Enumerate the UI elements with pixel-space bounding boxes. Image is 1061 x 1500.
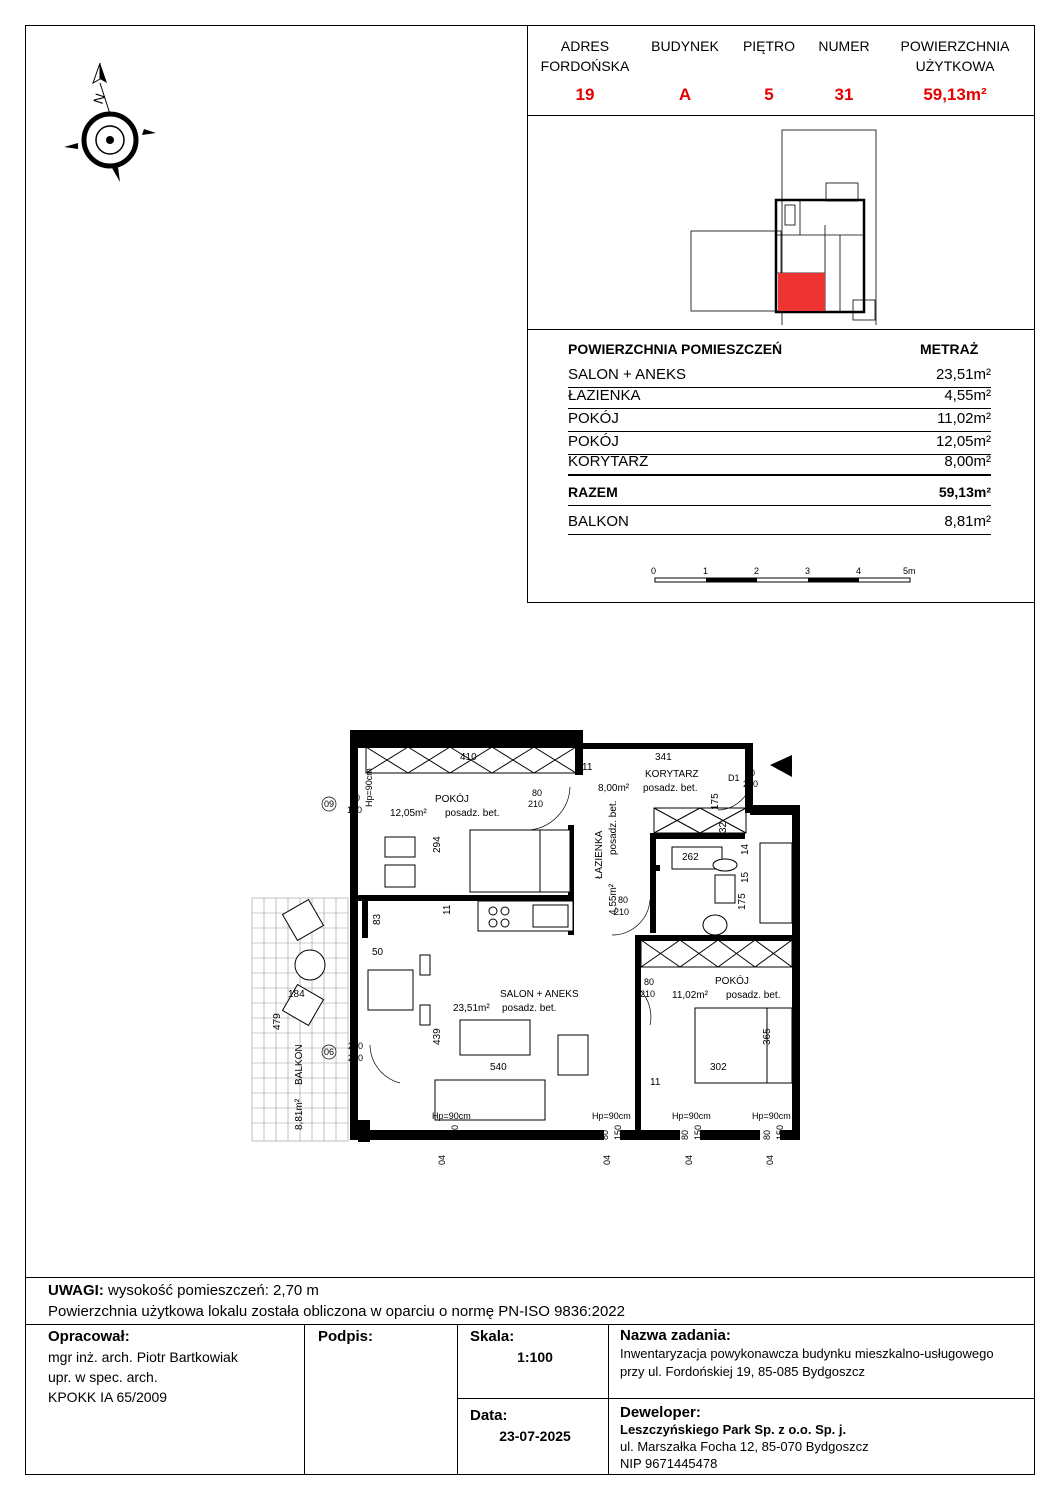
dim: 365	[762, 1028, 773, 1045]
data-value: 23-07-2025	[499, 1428, 571, 1444]
dim: 50	[372, 947, 384, 958]
floor-plan	[240, 725, 820, 1175]
header-divider	[527, 115, 1035, 116]
rooms-table-title: POWIERZCHNIA POMIESZCZEŃ	[568, 341, 783, 357]
window-hp: Hp=90cm	[364, 768, 374, 807]
scale-tick: 4	[856, 566, 862, 576]
opracowal-line: KPOKK IA 65/2009	[48, 1389, 168, 1405]
zadanie-label: Nazwa zadania:	[620, 1327, 731, 1344]
opracowal-line: upr. w spec. arch.	[48, 1369, 158, 1385]
north-arrow-compass-icon	[60, 55, 170, 195]
skala-block	[470, 1327, 600, 1367]
zadanie-block	[620, 1327, 994, 1381]
room-area-pokoj2: 11,02m²	[672, 990, 708, 1001]
room-label-lazienka: ŁAZIENKA	[594, 830, 605, 879]
door-w: 80	[618, 895, 629, 905]
label-powierzchnia: POWIERZCHNIA UŻYTKOWA	[900, 38, 1010, 74]
room-name: POKÓJ	[568, 433, 619, 450]
window-tag: 04	[684, 1154, 694, 1165]
deweloper-block	[620, 1404, 869, 1472]
room-area-pokoj1: 12,05m²	[390, 808, 427, 819]
podpis-block	[318, 1327, 373, 1347]
window-tag: 04	[765, 1154, 775, 1165]
room-name: SALON + ANEKS	[568, 366, 686, 383]
window-hp: Hp=90cm	[672, 1111, 711, 1121]
room-name: KORYTARZ	[568, 453, 649, 470]
notes-norm: Powierzchnia użytkowa lokalu została obliczona w oparciu o normę PN-ISO 9836:2022	[48, 1303, 625, 1320]
podpis-label: Podpis:	[318, 1328, 373, 1345]
dim: 11	[442, 904, 453, 915]
room-row	[568, 410, 991, 432]
room-label-salon: SALON + ANEKS	[500, 989, 579, 1000]
room-area: 4,55m²	[944, 387, 991, 404]
label-budynek: BUDYNEK	[651, 38, 719, 54]
window-tag: 09	[324, 799, 335, 809]
value-budynek: A	[678, 85, 692, 104]
keyplan-divider	[527, 329, 1035, 330]
dim: 175	[737, 893, 748, 910]
window-h: 150	[347, 805, 363, 815]
window-w: 240	[348, 1041, 364, 1051]
room-floor-korytarz: posadz. bet.	[643, 783, 698, 794]
room-name: ŁAZIENKA	[568, 387, 641, 404]
window-w: 90	[350, 793, 361, 803]
skala-label: Skala:	[470, 1328, 515, 1345]
value-powierzchnia: 59,13m²	[923, 85, 987, 104]
room-area: 8,00m²	[944, 453, 991, 470]
dim: 439	[432, 1028, 443, 1045]
scale-bar	[645, 562, 930, 592]
compass-letter: N	[89, 91, 109, 106]
window-hp: Hp=90cm	[432, 1111, 471, 1121]
window-w: 80	[762, 1129, 772, 1140]
door-h: 210	[640, 989, 656, 999]
scale-tick: 0	[651, 566, 657, 576]
window-h: 150	[693, 1124, 703, 1140]
unit-highlight	[778, 273, 825, 311]
room-row	[568, 453, 991, 476]
scale-tick: 1	[703, 566, 709, 576]
room-label-pokoj2: POKÓJ	[715, 976, 749, 987]
room-label-pokoj1: POKÓJ	[435, 794, 469, 805]
zadanie-line: przy ul. Fordońskiej 19, 85-085 Bydgoszcz	[620, 1364, 865, 1379]
dim: 410	[460, 752, 477, 763]
dim: 11	[582, 762, 593, 773]
label-numer: NUMER	[818, 38, 870, 54]
label-pietro: PIĘTRO	[742, 38, 796, 54]
deweloper-label: Deweloper:	[620, 1404, 701, 1421]
header-box-left-border	[527, 25, 528, 603]
balcony-row	[568, 513, 991, 535]
label-adres: ADRES FORDOŃSKA	[540, 38, 630, 74]
data-label: Data:	[470, 1407, 508, 1424]
room-area: 12,05m²	[935, 433, 991, 450]
room-row	[568, 366, 991, 388]
scale-tick: 2	[754, 566, 760, 576]
total-area: 59,13m²	[938, 484, 991, 500]
dining-table	[368, 970, 413, 1010]
door-h: 210	[743, 779, 759, 789]
dim: 83	[372, 913, 383, 925]
window-hp: Hp=90cm	[752, 1111, 791, 1121]
title-block-col3	[608, 1324, 609, 1475]
room-label-korytarz: KORYTARZ	[645, 769, 699, 780]
title-block-top	[25, 1324, 1035, 1325]
window-w: 80	[437, 1129, 447, 1140]
opracowal-block	[48, 1327, 238, 1407]
door-w: 80	[644, 977, 655, 987]
room-floor-lazienka: posadz. bet.	[608, 800, 619, 855]
dim: 14	[740, 843, 751, 855]
dim: 294	[432, 836, 443, 853]
notes	[48, 1280, 625, 1322]
zadanie-line: Inwentaryzacja powykonawcza budynku mieszkalno-usługowego	[620, 1346, 994, 1361]
balcony-label: BALKON	[568, 513, 629, 530]
rooms-box-bottom	[527, 602, 1035, 603]
skala-value: 1:100	[517, 1349, 553, 1365]
dim: 341	[655, 752, 672, 763]
total-label: RAZEM	[568, 484, 618, 500]
room-floor-pokoj1: posadz. bet.	[445, 808, 500, 819]
dim: 175	[710, 793, 721, 810]
room-floor-pokoj2: posadz. bet.	[726, 990, 781, 1001]
room-area-korytarz: 8,00m²	[598, 783, 630, 794]
total-row	[568, 484, 991, 506]
opracowal-label: Opracował:	[48, 1328, 130, 1345]
dim: 262	[682, 852, 699, 863]
room-area-salon: 23,51m²	[453, 1003, 490, 1014]
coffee-table	[460, 1020, 530, 1055]
notes-top-border	[25, 1277, 1035, 1278]
dim: 184	[288, 989, 305, 1000]
window-tag: 06	[324, 1047, 335, 1057]
deweloper-name: Leszczyńskiego Park Sp. z o.o. Sp. j.	[620, 1422, 847, 1437]
value-numer: 31	[834, 85, 854, 104]
rooms-table-metraz: METRAŻ	[920, 341, 979, 357]
door-w: 90	[745, 768, 756, 778]
title-block-col2	[457, 1324, 458, 1475]
window-w: 80	[600, 1129, 610, 1140]
room-area: 11,02m²	[937, 410, 991, 427]
window-h: 150	[613, 1124, 623, 1140]
scale-tick: 3	[805, 566, 811, 576]
scale-tick: 5m	[903, 566, 916, 576]
dim: 302	[710, 1062, 727, 1073]
opracowal-line: mgr inż. arch. Piotr Bartkowiak	[48, 1349, 238, 1365]
door-h: 210	[528, 799, 544, 809]
balcony-area: 8,81m²	[944, 513, 991, 530]
window-tag: 04	[437, 1154, 447, 1165]
door-h: 210	[614, 907, 630, 917]
door-tag: D1	[728, 773, 740, 783]
window-w: 80	[680, 1129, 690, 1140]
title-block-mid	[457, 1398, 1035, 1399]
room-row	[568, 387, 991, 409]
room-area: 23,51m²	[935, 366, 991, 383]
dim: 15	[740, 871, 751, 883]
window-h: 150	[450, 1124, 460, 1140]
deweloper-address: ul. Marszałka Focha 12, 85-070 Bydgoszcz	[620, 1439, 869, 1454]
deweloper-nip: NIP 9671445478	[620, 1456, 718, 1471]
room-area-balkon: 8,81m²	[294, 1098, 305, 1130]
dim: 479	[272, 1013, 283, 1030]
data-block	[470, 1406, 600, 1446]
room-row	[568, 433, 991, 455]
room-label-balkon: BALKON	[294, 1044, 305, 1085]
notes-height: wysokość pomieszczeń: 2,70 m	[103, 1282, 319, 1299]
window-h: 240	[348, 1053, 364, 1063]
dim: 32	[718, 821, 729, 833]
door-w: 80	[532, 788, 543, 798]
dim: 540	[490, 1062, 507, 1073]
title-block-col1	[304, 1324, 305, 1475]
room-floor-salon: posadz. bet.	[502, 1003, 557, 1014]
notes-label: UWAGI:	[48, 1282, 104, 1299]
dim: 11	[650, 1077, 661, 1088]
value-adres: 19	[575, 85, 595, 104]
window-h: 150	[775, 1124, 785, 1140]
window-tag: 04	[602, 1154, 612, 1165]
window-hp: Hp=90cm	[592, 1111, 631, 1121]
room-area-lazienka: 4,55m²	[608, 883, 619, 915]
key-plan	[680, 125, 880, 325]
value-pietro: 5	[764, 85, 774, 104]
room-name: POKÓJ	[568, 410, 619, 427]
